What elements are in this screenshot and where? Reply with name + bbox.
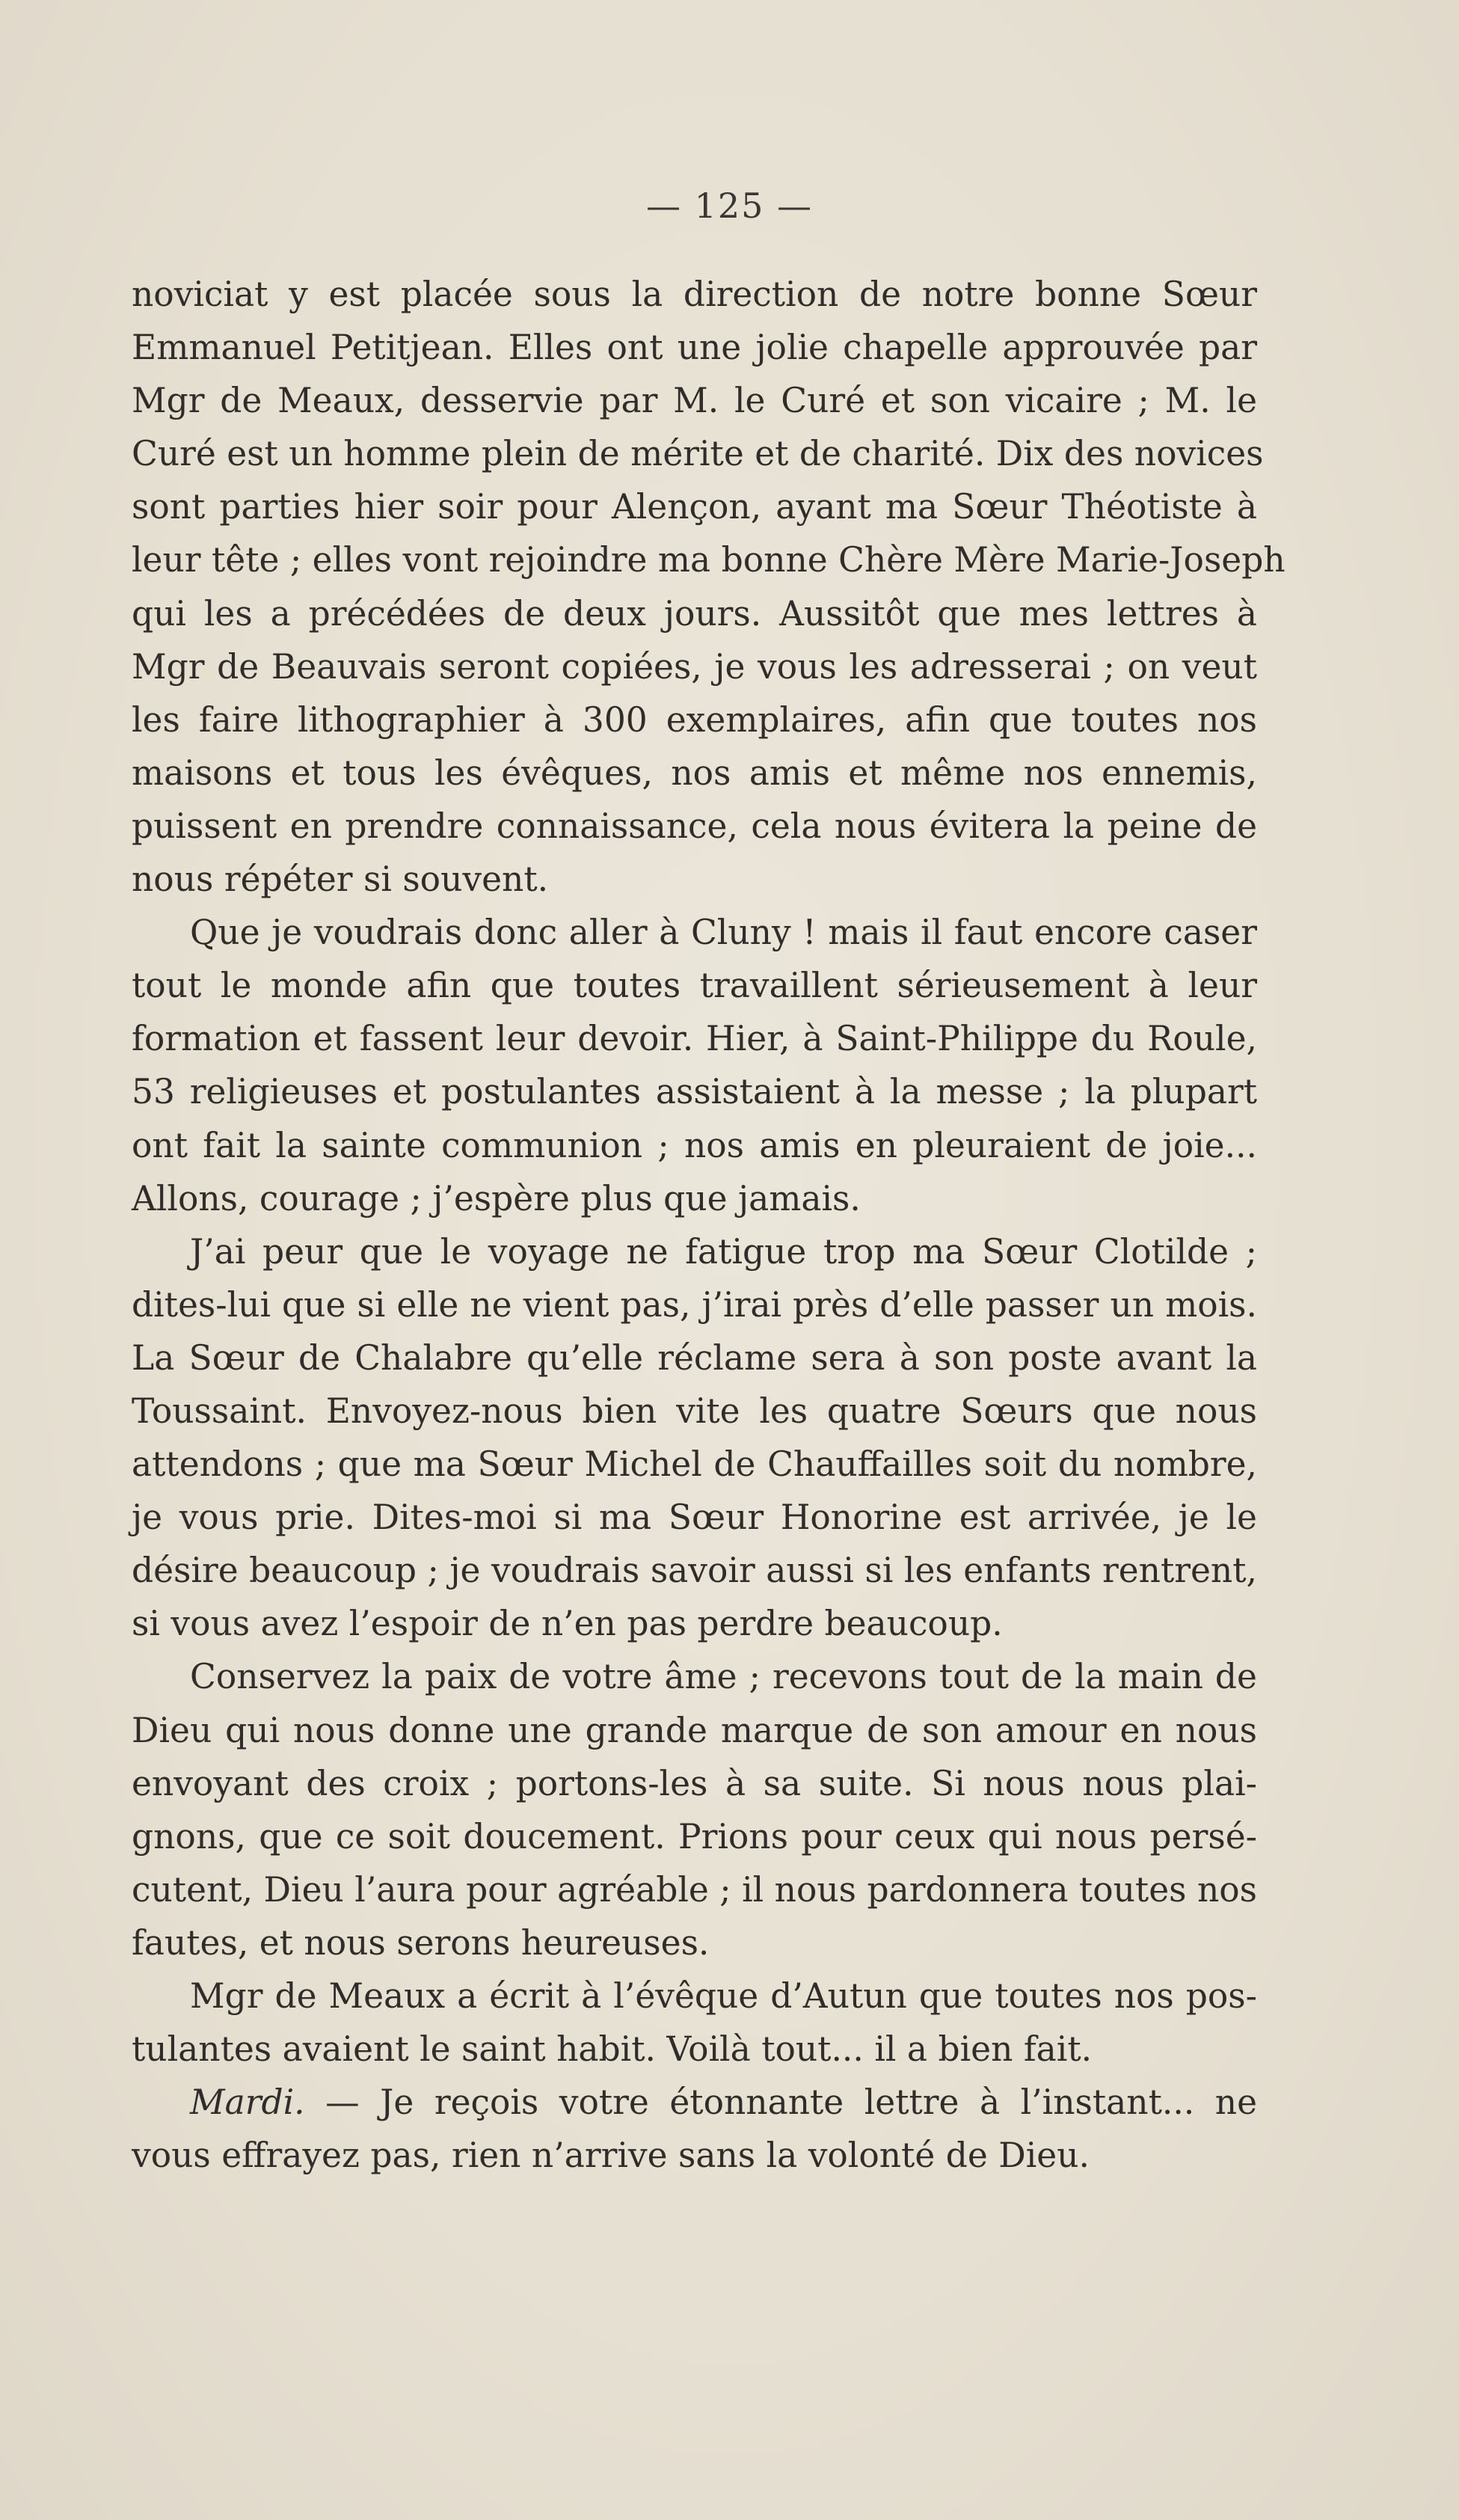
text-line: cutent, Dieu l’aura pour agréable ; il nous pardonnera toutes nos — [132, 1869, 1257, 1910]
text-line: La Sœur de Chalabre qu’elle réclame sera à son poste avant la — [132, 1337, 1257, 1378]
text-line: formation et fassent leur devoir. Hier, à Saint-Philippe du Roule, — [132, 1019, 1257, 1059]
paragraph-start-line: Conservez la paix de votre âme ; recevons tout de la main de — [190, 1657, 1257, 1697]
text-line: fautes, et nous serons heureuses. — [132, 1922, 710, 1963]
text-line: ont fait la sainte communion ; nos amis en pleuraient de joie... — [132, 1125, 1257, 1165]
text-line: nous répéter si souvent. — [132, 859, 549, 900]
paragraph-start-line: Mgr de Meaux a écrit à l’évêque d’Autun que toutes nos pos- — [190, 1976, 1257, 2016]
text-line: Curé est un homme plein de mérite et de charité. Dix des novices — [132, 434, 1264, 474]
line-continuation: — Je reçois votre étonnante lettre à l’instant... ne — [304, 2082, 1257, 2123]
text-line: sont parties hier soir pour Alençon, ayant ma Sœur Théotiste à — [132, 487, 1257, 527]
text-line: Toussaint. Envoyez-nous bien vite les quatre Sœurs que nous — [132, 1391, 1257, 1431]
text-line: si vous avez l’espoir de n’en pas perdre beaucoup. — [132, 1604, 1003, 1644]
text-line: Mgr de Meaux, desservie par M. le Curé et son vicaire ; M. le — [132, 381, 1257, 421]
paragraph-start-line: J’ai peur que le voyage ne fatigue trop ma Sœur Clotilde ; — [190, 1231, 1257, 1272]
text-line: noviciat y est placée sous la direction de notre bonne Sœur — [132, 275, 1257, 314]
text-line: tulantes avaient le saint habit. Voilà tout... il a bien fait. — [132, 2029, 1093, 2070]
text-line: désire beaucoup ; je voudrais savoir aussi si les enfants rentrent, — [132, 1551, 1257, 1591]
text-line: Emmanuel Petitjean. Elles ont une jolie chapelle approuvée par — [132, 328, 1257, 368]
text-line: 53 religieuses et postulantes assistaient à la messe ; la plupart — [132, 1072, 1257, 1112]
text-line: dites-lui que si elle ne vient pas, j’irai près d’elle passer un mois. — [132, 1284, 1257, 1325]
paragraph-start-line: Que je voudrais donc aller à Cluny ! mais il faut encore caser — [190, 913, 1257, 953]
body-text — [132, 268, 1286, 2182]
text-line: je vous prie. Dites-moi si ma Sœur Honorine est arrivée, je le — [132, 1497, 1257, 1538]
text-line: tout le monde afin que toutes travaillent sérieusement à leur — [132, 966, 1257, 1006]
text-line: qui les a précédées de deux jours. Aussitôt que mes lettres à — [132, 593, 1257, 634]
text-line: Allons, courage ; j’espère plus que jamais. — [132, 1178, 861, 1218]
text-line: vous effrayez pas, rien n’arrive sans la volonté de Dieu. — [132, 2136, 1090, 2176]
text-line: envoyant des croix ; portons-les à sa suite. Si nous nous plai- — [132, 1763, 1257, 1803]
page-number: — 125 — — [645, 186, 814, 226]
text-line: les faire lithographier à 300 exemplaires, afin que toutes nos — [132, 699, 1257, 740]
text-line: Dieu qui nous donne une grande marque de son amour en nous — [132, 1710, 1257, 1750]
day-heading: Mardi. — [190, 2082, 305, 2123]
text-line: Mgr de Beauvais seront copiées, je vous les adresserai ; on veut — [132, 646, 1257, 687]
paragraph-start-line — [132, 2076, 1257, 2129]
text-line: gnons, que ce soit doucement. Prions pour ceux qui nous persé- — [132, 1816, 1257, 1857]
text-line: attendons ; que ma Sœur Michel de Chauffailles soit du nombre, — [132, 1444, 1257, 1485]
text-line: maisons et tous les évêques, nos amis et même nos ennemis, — [132, 752, 1257, 793]
text-line: puissent en prendre connaissance, cela nous évitera la peine de — [132, 806, 1257, 846]
text-line: leur tête ; elles vont rejoindre ma bonne Chère Mère Marie-Joseph — [132, 540, 1286, 580]
